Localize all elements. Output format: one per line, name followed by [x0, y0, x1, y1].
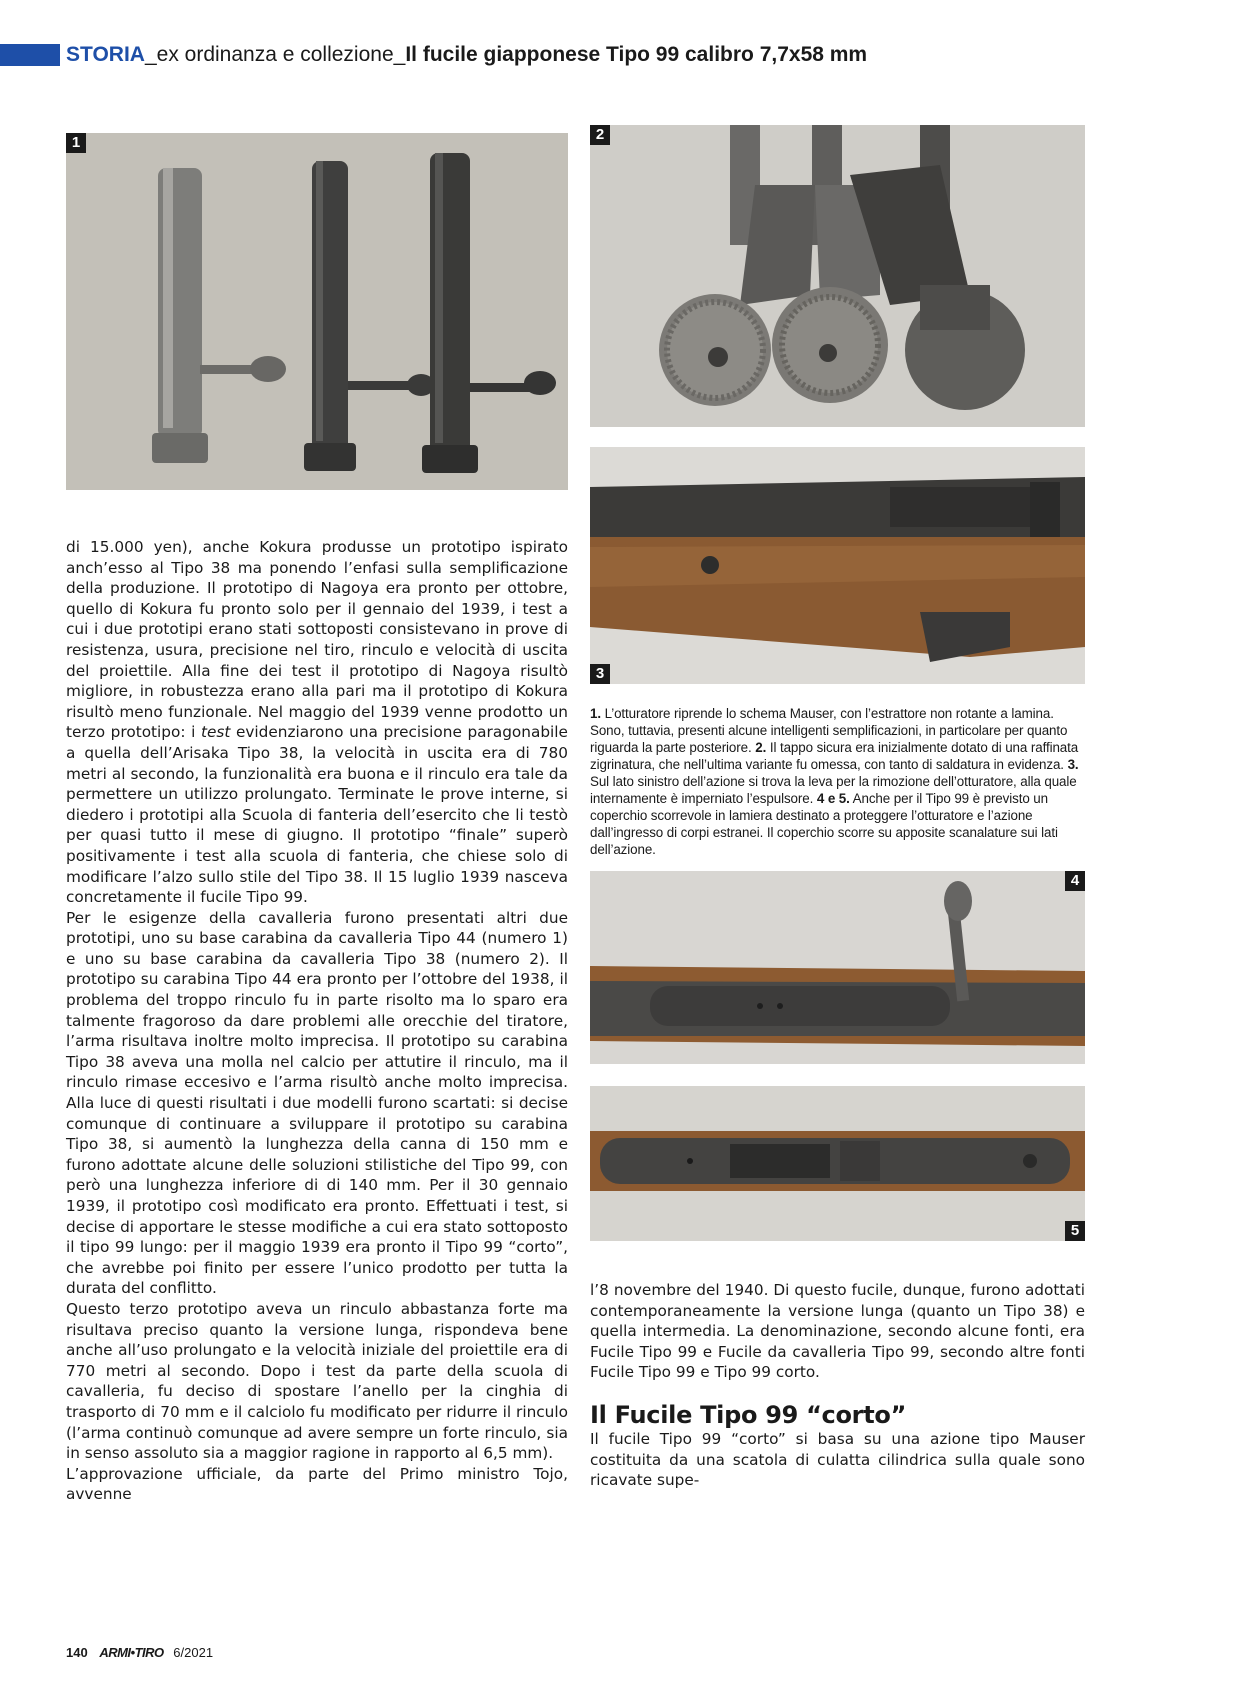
- figure-number-4: 4: [1065, 871, 1085, 891]
- figure-caption: [590, 705, 1085, 858]
- caption-text-4-5: Anche per il Tipo 99 è previsto un coperchio scorrevole in lamiera destinato a proteggere l’otturatore e l’azione dall’ingresso di corpi estranei. Il coperchio scorre su apposite scanalature sui lati dell’azione.: [590, 791, 1058, 857]
- caption-num-1: 1.: [590, 706, 601, 721]
- photo-3-action-left-side: [590, 447, 1085, 684]
- caption-text-1: L’otturatore riprende lo schema Mauser, con l’estrattore non rotante a lamina. Sono, tuttavia, presenti alcune intelligenti semplificazioni, in particolare per quanto riguarda la parte posteriore.: [590, 706, 1068, 755]
- left-paragraph-4: L’approvazione ufficiale, da parte del Primo ministro Tojo, avvenne: [66, 1464, 568, 1504]
- figure-number-2: 2: [590, 125, 610, 145]
- issue-number: 6/2021: [173, 1645, 214, 1660]
- left-paragraph-1: [66, 537, 568, 908]
- left-paragraph-2: Per le esigenze della cavalleria furono presentati altri due prototipi, uno su base carabina da cavalleria Tipo 44 (numero 1) e uno su base carabina da cavalleria Tipo 38 (numero 2). Il prototipo su carabina Tipo 44 era pronto per l’ottobre del 1938, il problema del troppo rinculo fu in parte risolto ma lo sparo era talmente fragoroso da dare problemi alle orecchie del tiratore, l’arma risultava inoltre molto imprecisa. Il prototipo su carabina Tipo 38 aveva una molla nel calcio per attutire il rinculo, ma il rinculo rimase eccesivo e l’arma risultò anche molto imprecisa. Alla luce di questi risultati i due modelli furono scartati: si decise comunque di continuare a sviluppare il prototipo su carabina Tipo 38, si aumentò la lunghezza della canna di 150 mm e furono adottate alcune delle soluzioni stilistiche del Tipo 99, con però una lunghezza inferiore di di 140 mm. Per il 30 gennaio 1939, il prototipo così modificato era pronto. Effettuati i test, si decise di apportare le stesse modifiche a cui era stato sottoposto il tipo 99 lungo: per il maggio 1939 era pronto il Tipo 99 “corto”, che avrebbe poi finito per essere l’unico prodotto per tutta la durata del conflitto.: [66, 908, 568, 1298]
- figure-number-3: 3: [590, 664, 610, 684]
- photo-1-bolts: [66, 133, 568, 490]
- figure-number-1: 1: [66, 133, 86, 153]
- header-title: Il fucile giapponese Tipo 99 calibro 7,7x58 mm: [405, 43, 868, 66]
- caption-text-2: Il tappo sicura era inizialmente dotato di una raffinata zigrinatura, che nell’ultima variante fu omessa, con tanto di saldatura in evidenza.: [590, 740, 1079, 772]
- caption-text-3: Sul lato sinistro dell’azione si trova la leva per la rimozione dell’otturatore, alla quale internamente è imperniato l’espulsore.: [590, 774, 1077, 806]
- header-section: STORIA: [66, 43, 145, 66]
- magazine-name: ARMI•TIRO: [99, 1645, 164, 1660]
- page-footer: [66, 1645, 213, 1660]
- header-subsection: _ex ordinanza e collezione_: [144, 43, 406, 66]
- left-paragraph-3: Questo terzo prototipo aveva un rinculo abbastanza forte ma risultava preciso quanto la versione lunga, rispondeva bene anche all’uso prolungato e la velocità iniziale del proiettile era di 770 metri al secondo. Dopo i test da parte della scuola di cavalleria, fu deciso di spostare l’anello per la cinghia di trasporto di 70 mm e il calciolo fu modificato per ridurre il rinculo (l’arma continuò comunque ad avere sempre un forte rinculo, sia in senso assoluto sia a maggior ragione in rapporto al 6,5 mm).: [66, 1299, 568, 1463]
- running-header: [66, 42, 867, 68]
- section-heading: Il Fucile Tipo 99 “corto”: [590, 1400, 907, 1429]
- caption-num-2: 2.: [755, 740, 767, 755]
- caption-num-3: 3.: [1067, 757, 1079, 772]
- photo-2-safety-knobs: [590, 125, 1085, 427]
- figure-number-5: 5: [1065, 1221, 1085, 1241]
- photo-4-rifle-top-view: [590, 871, 1085, 1064]
- right-paragraph-1: l’8 novembre del 1940. Di questo fucile, dunque, furono adottati contemporaneamente la versione lunga (quanto un Tipo 38) e quella intermedia. La denominazione, secondo alcune fonti, era Fucile Tipo 99 e Fucile da cavalleria Tipo 99, secondo altre fonti Fucile Tipo 99 e Tipo 99 corto.: [590, 1281, 1085, 1382]
- left-text-column: [66, 537, 568, 1505]
- caption-num-4-5: 4 e 5.: [816, 791, 850, 806]
- header-color-bar: [0, 44, 60, 66]
- left-paragraph-1-continued: evidenziarono una precisione paragonabile a quella dell’Arisaka Tipo 38, la velocità in uscita era di 780 metri al secondo, la funzionalità era buona e il rinculo era tale da permettere un utilizzo prolungato. Terminate le prove interne, si diedero i prototipi alla Scuola di fanteria dell’esercito che li testò per quasi tutto il mese di giugno. Il prototipo “finale” superò positivamente i test alla scuola di fanteria, che chiese solo di modificare l’alzo sullo stile del Tipo 38. Il 15 luglio 1939 nasceva concretamente il fucile Tipo 99.: [66, 723, 568, 907]
- right-text-column: [590, 1280, 1085, 1491]
- right-paragraph-2: Il fucile Tipo 99 “corto” si basa su una azione tipo Mauser costituita da una scatola di culatta cilindrica sulla quale sono ricavate supe-: [590, 1429, 1085, 1490]
- page-number: 140: [66, 1645, 88, 1660]
- left-paragraph-1-text: di 15.000 yen), anche Kokura produsse un prototipo ispirato anch’esso al Tipo 38 ma ponendo l’enfasi sulla semplificazione della produzione. Il prototipo di Nagoya era pronto per ottobre, quello di Kokura fu pronto solo per il gennaio del 1939, i test a cui i due prototipi erano stati sottoposti consistevano in prove di resistenza, usura, precisione nel tiro, rinculo e velocità di uscita del proiettile. Alla fine dei test il prototipo di Nagoya risultò migliore, in robustezza erano alla pari ma il prototipo di Kokura risultò meno funzionale. Nel maggio del 1939 venne prodotto un terzo prototipo: i: [66, 538, 568, 742]
- photo-5-dust-cover: [590, 1086, 1085, 1241]
- italic-word-test: test: [200, 723, 231, 742]
